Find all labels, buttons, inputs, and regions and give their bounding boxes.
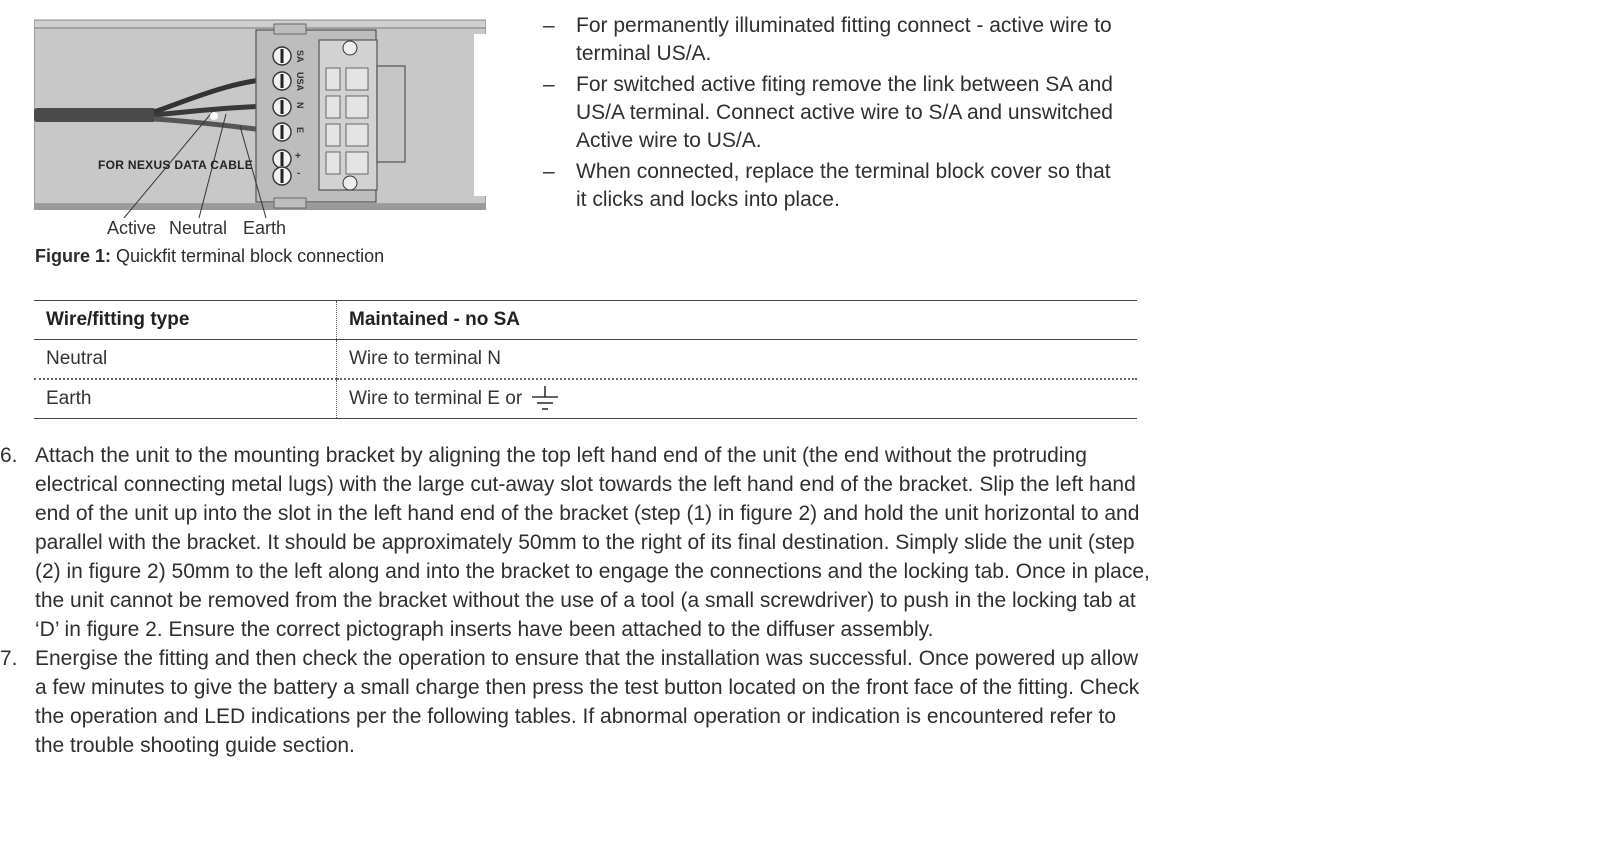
cell-value: Wire to terminal N [337, 340, 1138, 380]
bullet-text: When connected, replace the terminal block cover so that it clicks and locks into place. [576, 160, 1111, 211]
wire-label-earth: Earth [243, 218, 287, 238]
cell-value-earth [337, 379, 1138, 419]
bullet-item [543, 158, 1123, 214]
step-number: 6. [0, 444, 18, 467]
bullet-text: For permanently illuminated fitting connect - active wire to terminal US/A. [576, 14, 1112, 65]
step-text: Energise the fitting and then check the operation to ensure that the installation was successful. Once powered up allow a few minutes to give the battery a small charge then press the test button located on the front face of the fitting. Check the operation and LED indications per the following tables. If abnormal operation or indication is encountered refer to the trouble shooting guide section. [35, 647, 1140, 757]
bullet-dash: – [543, 73, 555, 96]
cell-value: Wire to terminal E or [349, 388, 523, 410]
terminal-label-usa: USA [295, 72, 305, 92]
figure-caption [35, 246, 384, 267]
wire-label-neutral: Neutral [169, 218, 228, 238]
table-row [34, 340, 1137, 380]
cable-label: FOR NEXUS DATA CABLE [98, 158, 254, 172]
bullet-item [543, 12, 1123, 68]
table-row [34, 379, 1137, 419]
header-wire-type: Wire/fitting type [34, 301, 337, 340]
bullet-text: For switched active fiting remove the link between SA and US/A terminal. Connect active wire to S/A and unswitched Active wire to US/A. [576, 73, 1113, 152]
wire-label-active: Active [107, 218, 157, 238]
earth-ground-icon [530, 384, 560, 414]
terminal-block-figure [34, 18, 486, 238]
step-item [0, 644, 1150, 760]
cell-type: Neutral [34, 340, 337, 380]
table-header-row [34, 301, 1137, 340]
step-text: Attach the unit to the mounting bracket by aligning the top left hand end of the unit (the end without the protruding electrical connecting metal lugs) with the large cut-away slot towards the left hand end of the bracket. Slip the left hand end of the unit up into the slot in the left hand end of the bracket (step (1) in figure 2) and hold the unit horizontal to and parallel with the bracket. It should be approximately 50mm to the right of its final destination. Simply slide the unit (step (2) in figure 2) 50mm to the left along and into the bracket to engage the connections and the locking tab. Once in place, the unit cannot be removed from the bracket without the use of a tool (a small screwdriver) to push in the locking tab at ‘D’ in figure 2. Ensure the correct pictograph inserts have been attached to the diffuser assembly. [35, 444, 1150, 641]
cell-type: Earth [34, 379, 337, 419]
instruction-bullets [543, 12, 1123, 217]
terminal-label-minus: - [297, 168, 301, 179]
step-item [0, 441, 1150, 644]
terminal-label-sa: SA [295, 50, 305, 63]
terminal-label-e: E [295, 127, 305, 134]
terminal-label-plus: + [295, 151, 301, 162]
bullet-dash: – [543, 14, 555, 37]
caption-prefix: Figure 1: [35, 246, 112, 266]
header-maintained: Maintained - no SA [337, 301, 1138, 340]
quickfit-terminal-diagram [34, 18, 486, 218]
step-number: 7. [0, 647, 18, 670]
installation-steps [0, 441, 1150, 760]
bullet-dash: – [543, 160, 555, 183]
caption-text: Quickfit terminal block connection [111, 246, 385, 266]
wire-fitting-table [34, 300, 1137, 419]
terminal-label-n: N [295, 102, 305, 109]
bullet-item [543, 71, 1123, 155]
